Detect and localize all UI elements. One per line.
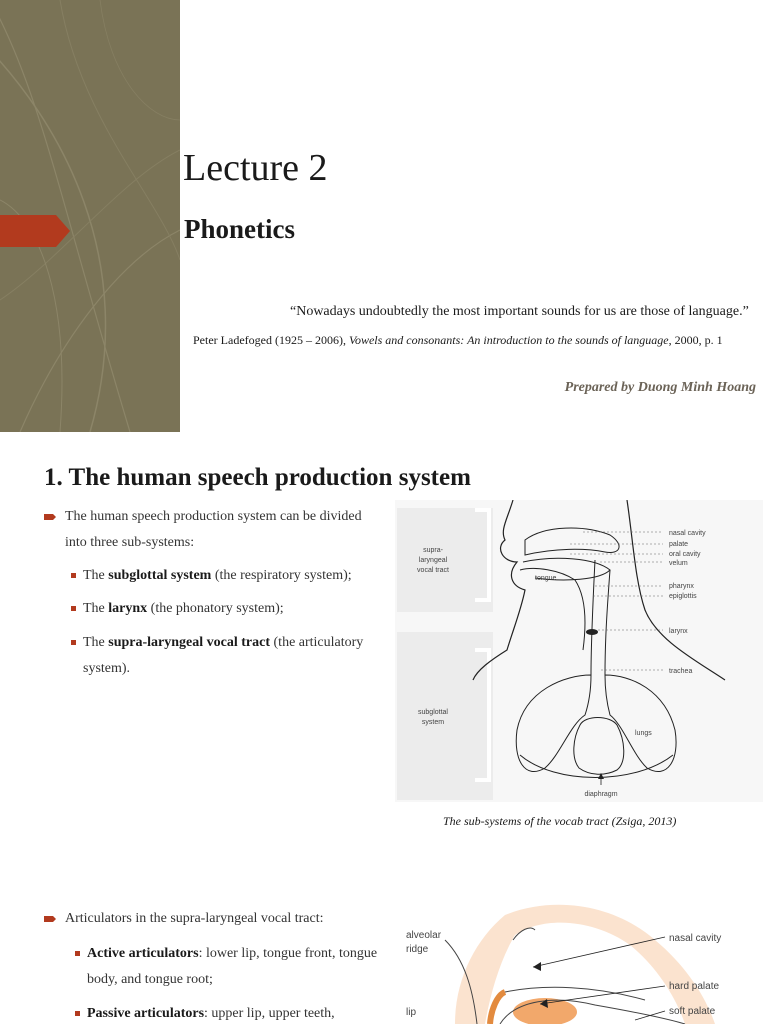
diagram-label: trachea (669, 668, 693, 675)
articulators-intro: Articulators in the supra-laryngeal vocal tract: (65, 911, 324, 926)
diagram-label: nasal cavity (669, 530, 706, 537)
list-item (44, 906, 384, 932)
red-arrow-icon (0, 215, 70, 247)
list-item (44, 504, 384, 556)
prepared-by: Prepared by Duong Minh Hoang (564, 380, 756, 395)
epigraph-quote: “Nowadays undoubtedly the most important sounds for us are those of language.” (290, 304, 749, 319)
diagram-label: palate (669, 541, 689, 548)
square-bullet-icon (71, 640, 76, 645)
square-bullet-icon (75, 951, 80, 956)
diagram-label: ridge (406, 944, 429, 955)
diagram-label: nasal cavity (669, 933, 722, 944)
diagram-label: lungs (635, 730, 652, 737)
term: Active articulators (87, 946, 199, 961)
group-label: laryngeal (418, 557, 448, 564)
intro-text: The human speech production system can be divided into three sub-systems: (65, 509, 362, 550)
content-slide: 1. The human speech production system The human speech production system can be divided into three sub-systems: The subglottal system (the respiratory system); The larynx (the phonatory system); The supra-laryngeal vocal tract (the articulatory system). supra- laryngeal vocal tract subglottal system tongue lungs diaphragm nasal cavity palate oral cavity velum pharynx epiglottis larynx trachea The sub-systems of the vocab tract (Zsiga, 2013) Articulators in the supra-laryngeal vocal tract: Active articulators: lower lip, tongue front, tongue body, and tongue root; Passive articulators: upper lip, upper teeth, alveolar ridge lip nasal cavity hard palate soft palate (0, 440, 768, 1024)
term: Passive articulators (87, 1006, 205, 1021)
diagram-label: hard palate (669, 981, 720, 992)
quote-citation (193, 333, 723, 348)
title-slide (0, 0, 768, 432)
lecture-title: Lecture 2 (183, 147, 328, 189)
term: subglottal system (108, 568, 212, 583)
arrow-bullet-icon (44, 514, 56, 520)
diagram-label: pharynx (669, 583, 694, 590)
square-bullet-icon (75, 1011, 80, 1016)
diagram-label: diaphragm (584, 791, 618, 798)
group-label: subglottal (418, 709, 448, 716)
citation-author: Peter Ladefoged (1925 – 2006), (193, 333, 349, 347)
group-label: vocal tract (417, 567, 449, 574)
diagram-label: alveolar (406, 930, 442, 941)
diagram-label: epiglottis (669, 593, 697, 600)
diagram-label: lip (406, 1007, 417, 1018)
figure-caption: The sub-systems of the vocab tract (Zsiga, 2013) (443, 814, 677, 828)
diagram-label: larynx (669, 628, 688, 635)
vocal-tract-diagram (395, 500, 763, 802)
diagram-label: soft palate (669, 1006, 716, 1017)
lecture-subtitle: Phonetics (184, 214, 295, 244)
articulators-diagram (395, 900, 768, 1024)
term: larynx (108, 601, 148, 616)
group-label: supra- (423, 547, 443, 554)
term: supra-laryngeal vocal tract (108, 635, 271, 650)
group-label: system (421, 719, 445, 726)
square-bullet-icon (71, 573, 76, 578)
square-bullet-icon (71, 606, 76, 611)
diagram-label: tongue (535, 575, 557, 582)
citation-year-page: , 2000, p. 1 (668, 333, 723, 347)
section-heading: 1. The human speech production system (44, 464, 471, 491)
diagram-label: oral cavity (669, 551, 701, 558)
diagram-label: velum (669, 560, 688, 567)
citation-book-title: Vowels and consonants: An introduction to the sounds of language (348, 333, 669, 347)
arrow-bullet-icon (44, 916, 56, 922)
